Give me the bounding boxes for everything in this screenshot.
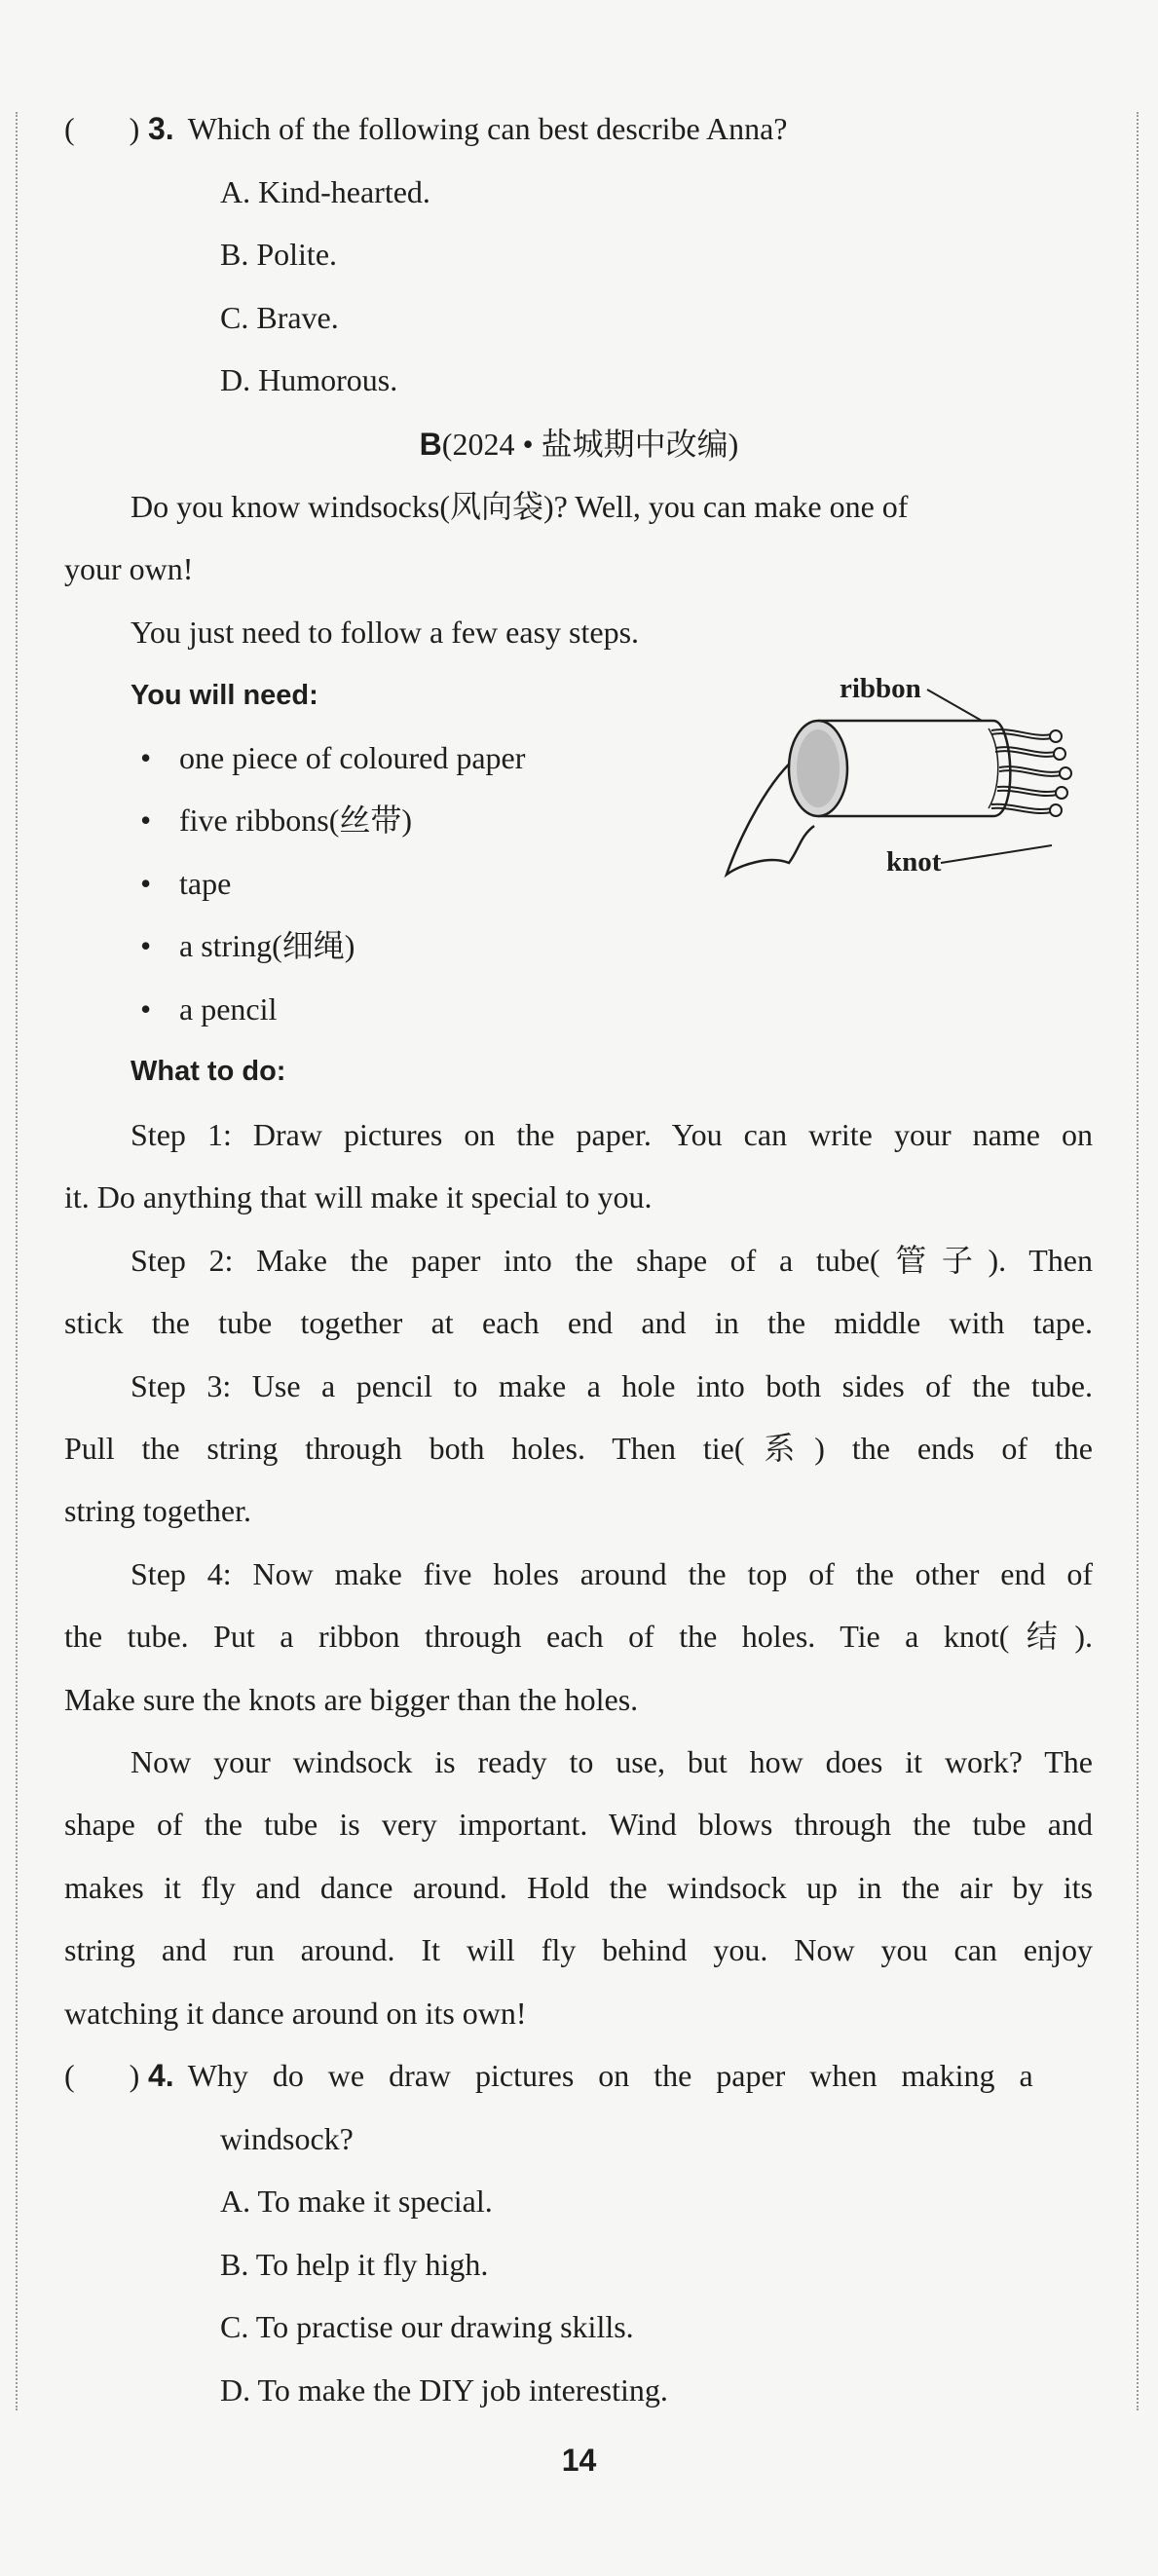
page-number: 14	[561, 2443, 597, 2478]
closing-line3: makes it fly and dance around. Hold the windsock up in the air by its	[64, 1870, 1093, 1905]
needs-heading: You will need:	[131, 680, 318, 711]
step-2-line1: Step 2: Make the paper into the shape of a tube(管子). Then	[131, 1243, 1093, 1278]
step-4-line3: Make sure the knots are bigger than the holes.	[64, 1682, 639, 1717]
step-3-line1: Step 3: Use a pencil to make a hole into both sides of the tube.	[131, 1368, 1093, 1403]
question-number: 4.	[148, 2058, 174, 2093]
option-a[interactable]: A. To make it special.	[220, 2184, 493, 2219]
knot-label: knot	[886, 846, 942, 877]
ribbon-label: ribbon	[840, 673, 921, 704]
closing-line4: string and run around. It will fly behind you. Now you can enjoy	[64, 1932, 1093, 1967]
closing-line5: watching it dance around on its own!	[64, 1996, 527, 2031]
closing-line2: shape of the tube is very important. Wind blows through the tube and	[64, 1807, 1093, 1842]
windsock-illustration	[721, 670, 1081, 894]
option-a[interactable]: A. Kind-hearted.	[220, 174, 430, 209]
material-item: • one piece of coloured paper	[140, 740, 526, 775]
step-1-line2: it. Do anything that will make it special to you.	[64, 1179, 653, 1214]
step-2-line2: stick the tube together at each end and in the middle with tape.	[64, 1305, 1093, 1340]
material-item: • tape	[140, 866, 232, 901]
material-item: • a pencil	[140, 991, 278, 1027]
step-1-line1: Step 1: Draw pictures on the paper. You can write your name on	[131, 1117, 1093, 1152]
question-3	[64, 109, 1093, 148]
question-4-continued: windsock?	[220, 2121, 354, 2156]
todo-heading: What to do:	[131, 1056, 286, 1087]
passage-intro-line2: your own!	[64, 551, 194, 586]
passage-intro-steps: You just need to follow a few easy steps.	[131, 615, 640, 650]
step-3-line2: Pull the string through both holes. Then tie(系) the ends of the	[64, 1431, 1093, 1466]
option-d[interactable]: D. To make the DIY job interesting.	[220, 2372, 668, 2408]
answer-blank[interactable]: ( )	[64, 111, 140, 146]
question-text: Which of the following can best describe Anna?	[187, 111, 788, 146]
option-b[interactable]: B. To help it fly high.	[220, 2247, 489, 2282]
option-b[interactable]: B. Polite.	[220, 237, 338, 272]
question-number: 3.	[148, 111, 174, 146]
step-4-line1: Step 4: Now make five holes around the top of the other end of	[131, 1556, 1093, 1591]
question-4	[64, 2056, 1093, 2095]
passage-intro-line1: Do you know windsocks(风向袋)? Well, you can make one of	[131, 489, 909, 524]
question-text: Why do we draw pictures on the paper when making a	[187, 2058, 1033, 2093]
answer-blank[interactable]: ( )	[64, 2058, 140, 2093]
material-item: • five ribbons(丝带)	[140, 803, 413, 838]
closing-line1: Now your windsock is ready to use, but how does it work? The	[131, 1744, 1093, 1779]
section-heading: B(2024 • 盐城期中改编)	[419, 427, 739, 462]
option-c[interactable]: C. Brave.	[220, 300, 339, 335]
step-3-line3: string together.	[64, 1493, 251, 1528]
option-c[interactable]: C. To practise our drawing skills.	[220, 2309, 634, 2344]
option-d[interactable]: D. Humorous.	[220, 362, 398, 397]
step-4-line2: the tube. Put a ribbon through each of the holes. Tie a knot(结).	[64, 1619, 1093, 1654]
material-item: • a string(细绳)	[140, 928, 355, 963]
